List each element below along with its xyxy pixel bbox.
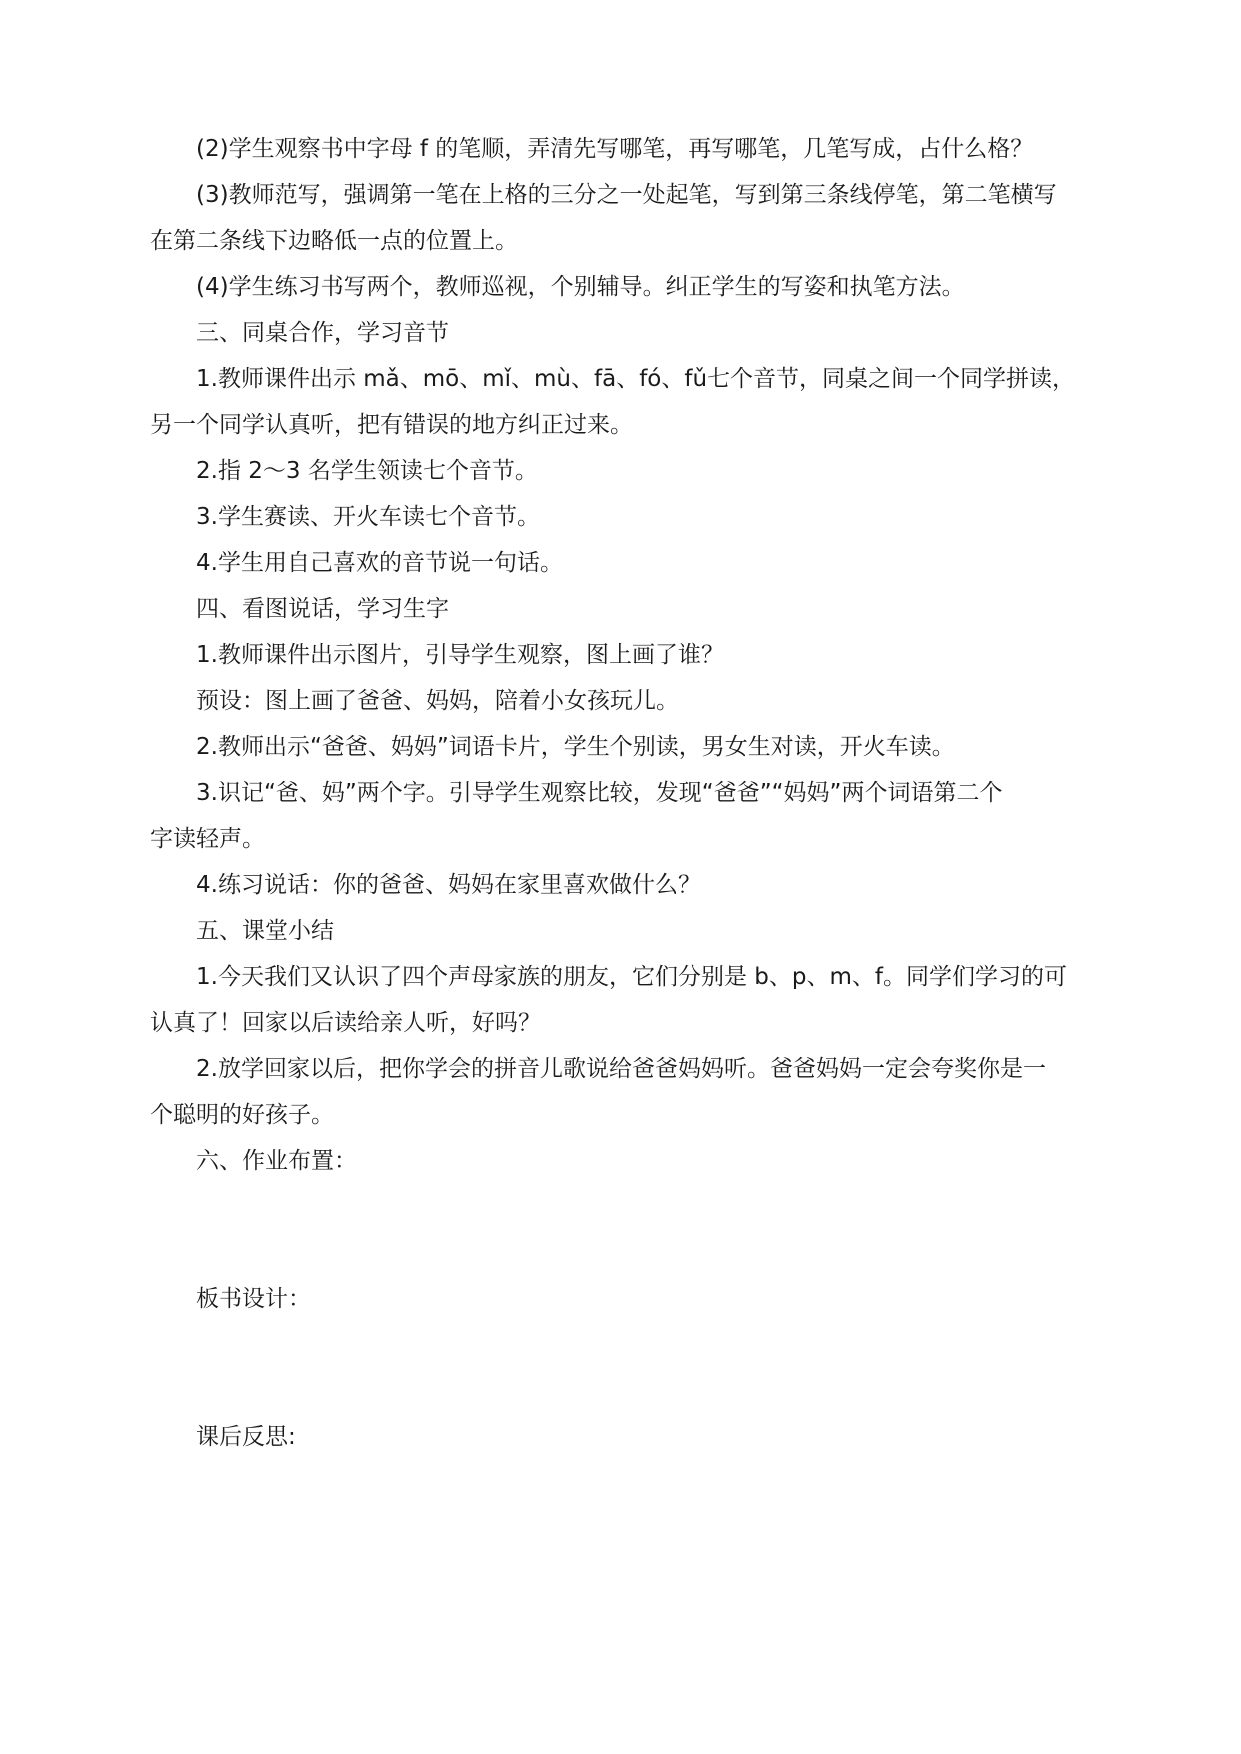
paragraph: [150, 1138, 1120, 1184]
paragraph: [150, 540, 1120, 586]
paragraph-line: 字读轻声。: [150, 826, 265, 852]
paragraph-line: 2.指 2～3 名学生领读七个音节。: [196, 458, 538, 484]
paragraph-line: 1.今天我们又认识了四个声母家族的朋友，它们分别是 b、p、m、f。同学们学习的可: [196, 964, 1067, 990]
paragraph-line: 四、看图说话，学习生字: [196, 596, 449, 622]
board-design-heading: 板书设计：: [196, 1286, 311, 1312]
paragraph: [150, 126, 1120, 172]
paragraph-line: 3.识记“爸、妈”两个字。引导学生观察比较，发现“爸爸”“妈妈”两个词语第二个: [196, 780, 1003, 806]
paragraph: [150, 862, 1120, 908]
paragraph-line: 2.放学回家以后，把你学会的拼音儿歌说给爸爸妈妈听。爸爸妈妈一定会夸奖你是一: [196, 1056, 1046, 1082]
paragraph: [150, 310, 1120, 356]
paragraph-line: 4.学生用自己喜欢的音节说一句话。: [196, 550, 563, 576]
paragraph-line: 六、作业布置：: [196, 1148, 357, 1174]
paragraph: [150, 264, 1120, 310]
paragraph: [150, 724, 1120, 770]
paragraph: [150, 770, 1120, 862]
paragraph-line: 1.教师课件出示 mǎ、mō、mǐ、mù、fā、fó、fǔ七个音节，同桌之间一个同学拼读，: [196, 366, 1076, 392]
lesson-body: [150, 126, 1120, 1184]
reflection-heading: 课后反思:: [196, 1424, 296, 1450]
paragraph-line: 认真了！回家以后读给亲人听，好吗？: [150, 1010, 541, 1036]
paragraph: [150, 1046, 1120, 1138]
paragraph-line: 预设：图上画了爸爸、妈妈，陪着小女孩玩儿。: [196, 688, 679, 714]
paragraph-line: (4)学生练习书写两个，教师巡视，个别辅导。纠正学生的写姿和执笔方法。: [196, 274, 965, 300]
paragraph: [150, 586, 1120, 632]
paragraph-line: 在第二条线下边略低一点的位置上。: [150, 228, 518, 254]
paragraph: [150, 908, 1120, 954]
paragraph: [150, 172, 1120, 264]
paragraph-line: (3)教师范写，强调第一笔在上格的三分之一处起笔，写到第三条线停笔，第二笔横写: [196, 182, 1057, 208]
document-page: [150, 126, 1120, 1460]
paragraph: [150, 954, 1120, 1046]
paragraph-line: 2.教师出示“爸爸、妈妈”词语卡片，学生个别读，男女生对读，开火车读。: [196, 734, 955, 760]
paragraph-line: 1.教师课件出示图片，引导学生观察，图上画了谁？: [196, 642, 724, 668]
spacer: [150, 1322, 1120, 1414]
paragraph-line: 个聪明的好孩子。: [150, 1102, 334, 1128]
paragraph: [150, 356, 1120, 448]
paragraph-line: 3.学生赛读、开火车读七个音节。: [196, 504, 540, 530]
paragraph-line: 另一个同学认真听，把有错误的地方纠正过来。: [150, 412, 633, 438]
paragraph: [150, 494, 1120, 540]
paragraph: [150, 632, 1120, 678]
paragraph-line: 4.练习说话：你的爸爸、妈妈在家里喜欢做什么？: [196, 872, 701, 898]
paragraph-line: 五、课堂小结: [196, 918, 334, 944]
paragraph-line: 三、同桌合作，学习音节: [196, 320, 449, 346]
paragraph-line: (2)学生观察书中字母 f 的笔顺，弄清先写哪笔，再写哪笔，几笔写成，占什么格？: [196, 136, 1034, 162]
spacer: [150, 1184, 1120, 1276]
paragraph: [150, 448, 1120, 494]
paragraph: [150, 678, 1120, 724]
